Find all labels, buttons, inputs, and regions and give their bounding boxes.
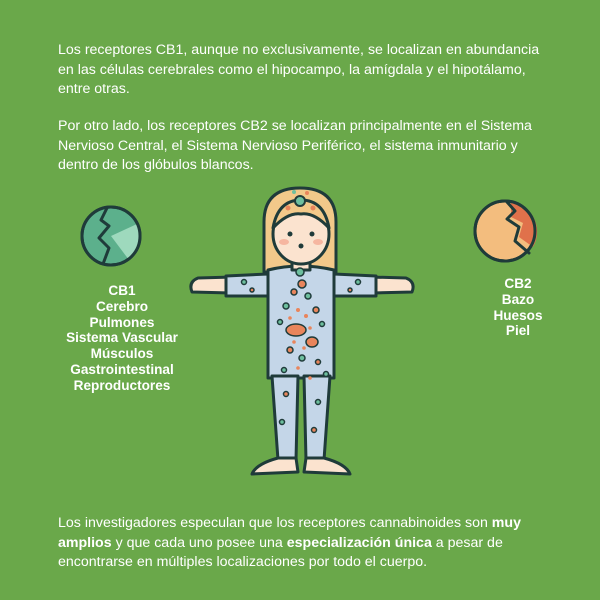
- conclusion-paragraph: [58, 514, 550, 573]
- intro-paragraph-cb2: Por otro lado, los receptores CB2 se localizan principalmente en el Sistema Nervioso Central, el Sistema Nervioso Periférico, el sistema inmunitario y dentro de los glóbulos blancos.: [58, 118, 532, 173]
- cracked-orange-circle-icon: [471, 197, 539, 265]
- cb1-organ-list: [42, 283, 202, 394]
- conclusion-text-2: y que cada uno posee una: [111, 534, 287, 551]
- list-item: Cerebro: [95, 298, 149, 314]
- intro-paragraph-cb1: Los receptores CB1, aunque no exclusivamente, se localizan en abundancia en las células cerebrales como el hipocampo, la amígdala y el hipotálamo, entre otras.: [58, 42, 540, 97]
- highlight-especializacion-unica: especialización única: [286, 534, 432, 551]
- list-item: Sistema Vascular: [66, 330, 178, 346]
- conclusion-text-3: a pesar de encontrarse en múltiples localizaciones por todo el cuerpo.: [58, 534, 503, 570]
- conclusion-text-1: Los investigadores especulan que los receptores cannabinoides son: [58, 515, 492, 531]
- list-item: Bazo: [501, 291, 535, 307]
- human-body-illustration: [186, 182, 416, 482]
- list-item: Gastrointestinal: [70, 361, 174, 377]
- list-item: Reproductores: [73, 377, 171, 393]
- list-item: Pulmones: [89, 314, 155, 330]
- cb2-title: CB2: [504, 276, 532, 291]
- cb1-title: CB1: [108, 283, 136, 298]
- list-item: Músculos: [90, 346, 154, 362]
- cracked-green-circle-icon: [79, 204, 143, 268]
- list-item: Huesos: [493, 307, 543, 323]
- highlight-muy-amplios: muy amplios: [58, 515, 521, 551]
- list-item: Piel: [505, 323, 531, 339]
- cb2-organ-list: [448, 276, 588, 339]
